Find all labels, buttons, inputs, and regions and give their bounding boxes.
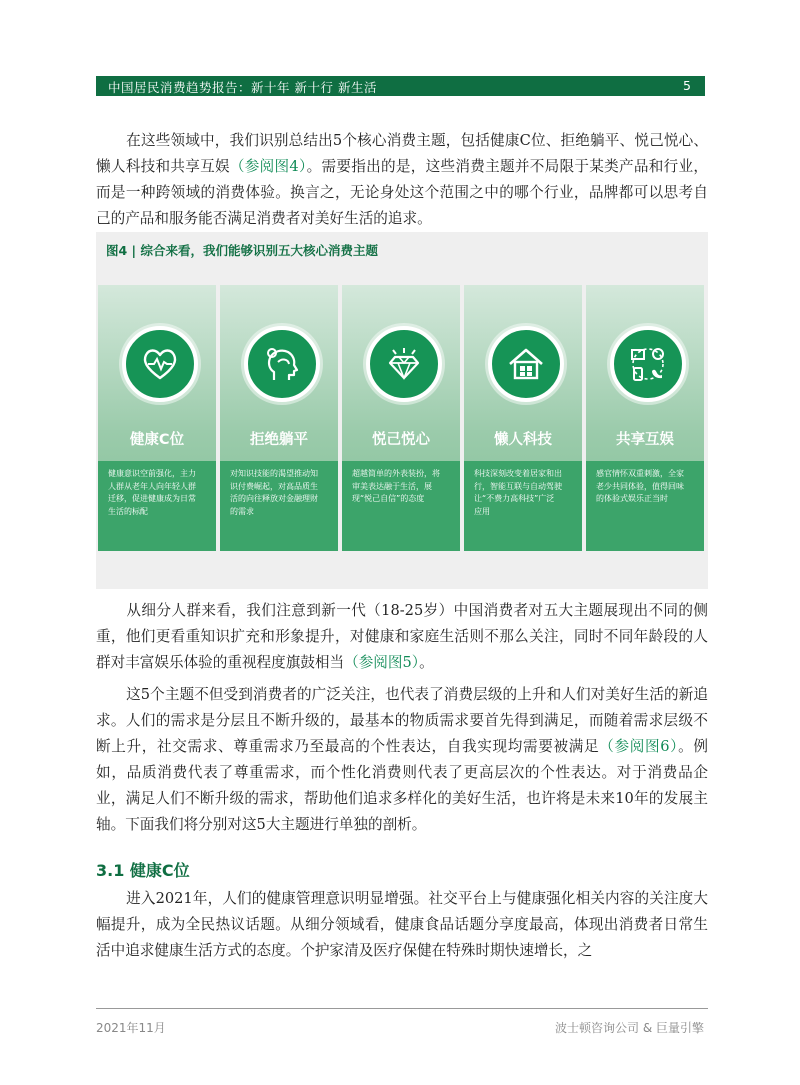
head-gear-icon [262, 344, 302, 384]
icon-circle [244, 326, 320, 402]
segment-paragraph [96, 598, 708, 676]
intro-text-1: 在这些领域中，我们识别总结出5个核心消费主题，包括健康C位、拒绝躺平、悦己悦心、懒人科技和共享互娱 [96, 132, 708, 175]
icon-circle [488, 326, 564, 402]
intro-paragraph [96, 128, 708, 232]
figure-4 [96, 232, 708, 589]
figure-5-reference[interactable]: （参阅图5） [344, 654, 420, 671]
icon-circle [610, 326, 686, 402]
theme-title: 懒人科技 [494, 432, 552, 448]
diamond-icon [384, 344, 424, 384]
figure-6-reference[interactable]: （参阅图6） [599, 738, 679, 755]
page-number: 5 [683, 78, 691, 93]
theme-title: 悦己悦心 [372, 432, 430, 448]
theme-card-health [98, 285, 216, 551]
theme-title: 健康C位 [129, 432, 185, 448]
theme-card-self-pleasing [342, 285, 460, 551]
heart-pulse-icon [140, 344, 180, 384]
smart-home-icon [506, 344, 546, 384]
theme-description: 对知识技能的渴望推动知识付费崛起，对高品质生活的向往释放对金融理财的需求 [220, 461, 338, 551]
theme-description: 科技深刻改变着居家和出行，智能互联与自动驾驶让“不费力高科技”广泛应用 [464, 461, 582, 551]
needs-text-2: 。例如，品质消费代表了尊重需求，而个性化消费则代表了更高层次的个性表达。对于消费品企业，满足人们不断升级的需求，帮助他们追求多样化的美好生活，也许将是未来10年的发展主轴。下面我们将分别对这5大主题进行单独的剖析。 [96, 738, 708, 833]
page-header [96, 76, 705, 96]
segment-text-2: 。 [419, 654, 434, 671]
theme-description: 超越简单的外表装扮，将审美表达融于生活，展现“悦己自信”的态度 [342, 461, 460, 551]
health-paragraph [96, 886, 708, 964]
theme-description: 健康意识空前强化，主力人群从老年人向年轻人群迁移，促进健康成为日常生活的标配 [98, 461, 216, 551]
theme-title: 拒绝躺平 [250, 432, 308, 448]
theme-title: 共享互娱 [616, 432, 674, 448]
theme-card-lazy-tech [464, 285, 582, 551]
report-title: 中国居民消费趋势报告：新十年 新十行 新生活 [108, 80, 377, 95]
segment-text-1: 从细分人群来看，我们注意到新一代（18-25岁）中国消费者对五大主题展现出不同的侧重，他们更看重知识扩充和形象提升，对健康和家庭生活则不那么关注，同时不同年龄段的人群对丰富娱乐体验的重视程度旗鼓相当 [96, 602, 708, 671]
footer-publisher: 波士顿咨询公司 & 巨量引擎 [555, 1021, 704, 1035]
icon-circle [366, 326, 442, 402]
devices-network-icon [628, 344, 668, 384]
health-text: 进入2021年，人们的健康管理意识明显增强。社交平台上与健康强化相关内容的关注度大幅提升，成为全民热议话题。从细分领域看，健康食品话题分享度最高，体现出消费者日常生活中追求健康生活方式的态度。个护家清及医疗保健在特殊时期快速增长，之 [96, 890, 708, 959]
needs-text-1: 这5个主题不但受到消费者的广泛关注，也代表了消费层级的上升和人们对美好生活的新追求。人们的需求是分层且不断升级的，最基本的物质需求要首先得到满足，而随着需求层级不断上升，社交需求、尊重需求乃至最高的个性表达，自我实现均需要被满足 [96, 686, 708, 755]
intro-text-2: 。需要指出的是，这些消费主题并不局限于某类产品和行业，而是一种跨领域的消费体验。换言之，无论身处这个范围之中的哪个行业，品牌都可以思考自己的产品和服务能否满足消费者对美好生活的追求。 [96, 158, 708, 227]
icon-circle [122, 326, 198, 402]
theme-card-shared-entertainment [586, 285, 704, 551]
theme-description: 感官情怀双重刺激，全家老少共同体验，值得回味的体验式娱乐正当时 [586, 461, 704, 551]
needs-paragraph [96, 682, 708, 838]
section-heading: 3.1 健康C位 [96, 861, 190, 880]
theme-card-no-lying-flat [220, 285, 338, 551]
figure-title: 图4 | 综合来看，我们能够识别五大核心消费主题 [106, 243, 378, 258]
footer-divider [96, 1008, 708, 1009]
figure-4-reference[interactable]: （参阅图4） [229, 158, 307, 175]
theme-cards [98, 285, 706, 585]
footer-date: 2021年11月 [96, 1021, 166, 1035]
